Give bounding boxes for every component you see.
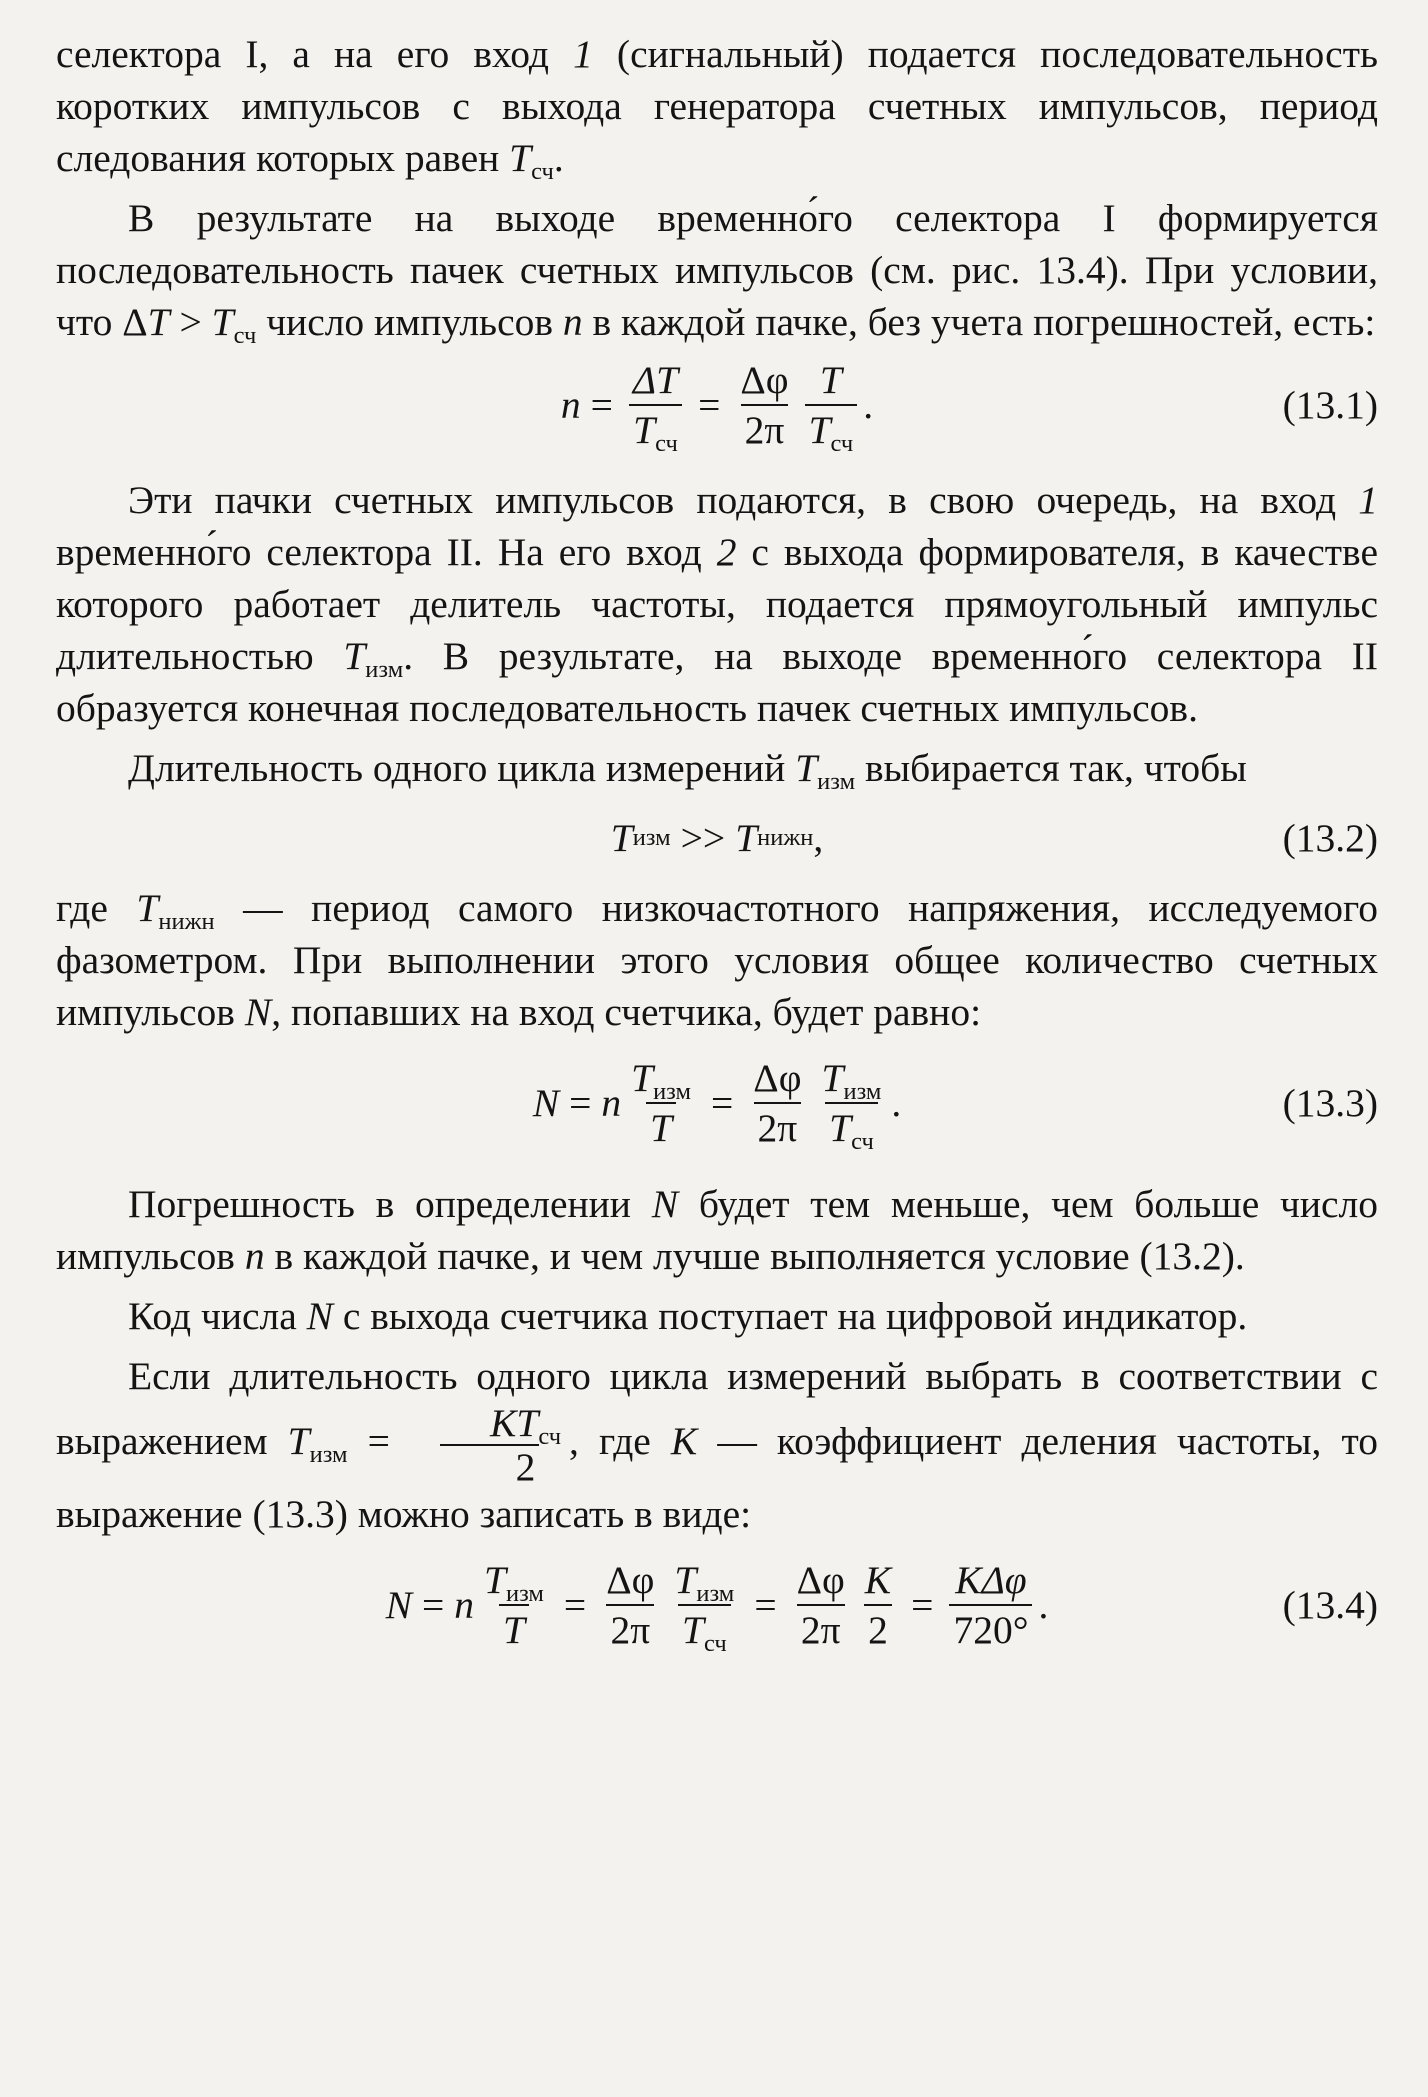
fraction: $\frac{\Delta\varphi}{2\pi}$ [753,1056,802,1150]
paragraph-4: Длительность одного цикла измерений $T_{изм}$ выбирается так, чтобы [128,746,1247,795]
fraction: $\frac{T_{изм}}{T_{сч}}$ [821,1056,882,1155]
paragraph-6: Погрешность в определении N будет тем меньше, чем больше число импульсов n в каждой пачке, и чем лучше выполняется условие (13.2). [56,1182,1378,1278]
fraction: $\frac{T_{изм}}{T}$ [484,1558,544,1652]
equation-13-2: T изм >> T нижн , (13.2) [610,816,1378,860]
paragraph-5: где $T_{нижн}$ — период самого низкочастотного напряжения, исследуемого фазометром. При выполнении этого условия общее количество счетных импульсов N, попавших на вход счетчика, будет равно: [56,886,1378,1034]
fraction: $\frac{T_{изм}}{T_{сч}}$ [674,1558,735,1657]
paragraph-2: В результате на выходе временно́го селектора I формируется последовательность пачек счетных импульсов (см. рис. 13.4). При условии, что $\Delta T > T_{сч}$ число импульсов n в каждой пачке, без учета погрешностей, есть: [56,196,1378,349]
paragraph-1: селектора I, а на его вход 1 (сигнальный) подается последовательность коротких импульсов с выхода генератора счетных импульсов, период следования которых равен $T_{сч}$. [56,32,1378,185]
equation-number: (13.2) [1282,816,1378,860]
inline-fraction: $KT_{сч}$ 2 [414,1402,565,1488]
paragraph-7: Код числа N с выхода счетчика поступает на цифровой индикатор. [128,1294,1248,1338]
equation-number: (13.3) [1282,1081,1378,1125]
equation-13-3: N = n $\frac{T_{изм}}{T}$ = $\frac{\Delta\varphi}{2\pi}$ $\frac{T_{изм}}{T_{сч}}$ . (13.3) [532,1056,1378,1155]
fraction: $\frac{T_{изм}}{T}$ [631,1056,692,1150]
paragraph-8: Если длительность одного цикла измерений выбрать в соответствии с выражением $T_{изм}$ = $KT_{сч}$ 2 , где K — коэффициент деления частоты, то выражение (13.3) можно записать в виде: [56,1354,1378,1536]
fraction: $\frac{\Delta\varphi}{2\pi}$ [606,1558,655,1652]
equation-13-4: N = n $\frac{T_{изм}}{T}$ = $\frac{\Delta\varphi}{2\pi}$ $\frac{T_{изм}}{T_{сч}}$ = $\frac{\Delta\varphi}{2\pi}$ $\frac{K}{2}$ = $\frac{\text{KΔφ}}{720^\circ}$ . (13.4) [385,1558,1378,1657]
fraction: $\frac{K}{2}$ [864,1558,892,1652]
fraction: $\frac{\Delta\varphi}{2\pi}$ [740,358,789,452]
fraction: $\frac{T}{T_{сч}}$ [805,358,858,452]
fraction: $\frac{\text{KΔφ}}{720^\circ}$ [949,1558,1032,1652]
paragraph-3: Эти пачки счетных импульсов подаются, в свою очередь, на вход 1 временно́го селектора II. На его вход 2 с выхода формирователя, в качестве которого работает делитель частоты, подается прямоугольный импульс длительностью $T_{изм}$. В результате, на выходе временно́го селектора II образуется конечная последовательность пачек счетных импульсов. [56,478,1378,730]
equation-number: (13.1) [1282,383,1378,427]
equation-13-1: n = $\frac{\Delta T}{T_{сч}}$ = $\frac{\Delta\varphi}{2\pi}$ $\frac{T}{T_{сч}}$ . (13.1) [560,358,1378,457]
equation-number: (13.4) [1282,1583,1378,1627]
fraction: $\frac{\Delta\varphi}{2\pi}$ [796,1558,845,1652]
fraction: $\frac{\Delta T}{T_{сч}}$ [629,358,682,452]
